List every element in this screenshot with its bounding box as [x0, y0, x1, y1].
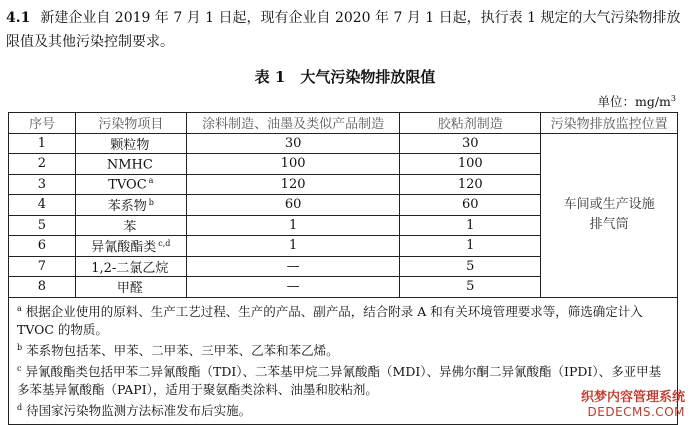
note-mark: b — [17, 342, 23, 352]
pollutant-name — [75, 236, 186, 257]
watermark-line1: 织梦内容管理系统 — [580, 390, 685, 405]
footnote-mark: c,d — [158, 238, 171, 248]
footnote-mark: a — [148, 176, 154, 186]
paint-limit: 30 — [186, 133, 400, 154]
glue-limit: 5 — [400, 256, 541, 277]
glue-limit: 30 — [400, 133, 541, 154]
paint-limit: 1 — [186, 236, 400, 257]
pollutant-label: 1,2-二氯乙烷 — [91, 260, 169, 276]
header-cell: 序号 — [9, 113, 76, 134]
note-text: 苯系物包括苯、甲苯、二甲苯、三甲苯、乙苯和苯乙烯。 — [26, 342, 339, 358]
unit-text: 单位：mg/m — [597, 94, 671, 109]
note-text: 异氰酸酯类包括甲苯二异氰酸酯（TDI）、二苯基甲烷二异氰酸酯（MDI）、异佛尔酮二异氰酸酯（IPDI）、多亚甲基多苯基异氰酸酯（PAPI），适用于聚氨酯类涂料、油墨和胶粘剂。 — [17, 363, 662, 397]
header-cell: 污染物排放监控位置 — [541, 113, 678, 134]
glue-limit: 1 — [400, 215, 541, 236]
emission-limits-table — [8, 112, 678, 425]
watermark-line2: DEDECMS.COM — [587, 405, 685, 419]
note-text: 待国家污染物监测方法标准发布后实施。 — [26, 403, 252, 419]
glue-limit: 120 — [400, 174, 541, 195]
section-number: 4.1 — [6, 10, 31, 26]
row-number: 8 — [9, 277, 76, 298]
monitor-location-cell — [541, 133, 678, 297]
table-header-row — [9, 113, 678, 134]
row-number: 3 — [9, 174, 76, 195]
pollutant-label: 苯 — [123, 219, 137, 235]
pollutant-label: 甲醛 — [116, 281, 143, 297]
footnote-mark: b — [148, 197, 154, 207]
pollutant-label: 异氰酸酯类 — [91, 240, 157, 256]
paint-limit: 120 — [186, 174, 400, 195]
glue-limit: 60 — [400, 195, 541, 216]
pollutant-name — [75, 195, 186, 216]
paint-limit: 60 — [186, 195, 400, 216]
pollutant-name — [75, 174, 186, 195]
glue-limit: 100 — [400, 154, 541, 175]
row-number: 2 — [9, 154, 76, 175]
monitor-location-line2: 排气筒 — [589, 217, 629, 232]
glue-limit: 1 — [400, 236, 541, 257]
watermark — [567, 386, 685, 419]
note-item — [17, 300, 669, 339]
note-text: 根据企业使用的原料、生产工艺过程、生产的产品、副产品，结合附录 A 和有关环境管理要求等，筛选确定计入 TVOC 的物质。 — [17, 303, 643, 337]
pollutant-label: 苯系物 — [107, 199, 147, 215]
monitor-location-line1: 车间或生产设施 — [563, 197, 655, 212]
table-row — [9, 133, 678, 154]
pollutant-name — [75, 154, 186, 175]
row-number: 7 — [9, 256, 76, 277]
row-number: 5 — [9, 215, 76, 236]
paint-limit: 1 — [186, 215, 400, 236]
header-cell: 涂料制造、油墨及类似产品制造 — [186, 113, 400, 134]
pollutant-label: 颗粒物 — [110, 137, 150, 153]
note-mark: c — [17, 363, 22, 373]
table-title: 表 1 大气污染物排放限值 — [254, 68, 436, 86]
note-item — [17, 339, 669, 360]
row-number: 4 — [9, 195, 76, 216]
paint-limit: 100 — [186, 154, 400, 175]
paint-limit: — — [186, 277, 400, 298]
note-mark: a — [17, 303, 22, 313]
header-cell: 胶粘剂制造 — [400, 113, 541, 134]
pollutant-label: TVOC — [108, 177, 147, 193]
pollutant-name — [75, 277, 186, 298]
intro-paragraph — [6, 6, 682, 54]
glue-limit: 5 — [400, 277, 541, 298]
row-number: 1 — [9, 133, 76, 154]
pollutant-name — [75, 215, 186, 236]
unit-exponent: 3 — [670, 93, 676, 103]
pollutant-name — [75, 133, 186, 154]
intro-text: 新建企业自 2019 年 7 月 1 日起，现有企业自 2020 年 7 月 1 日起，执行表 1 规定的大气污染物排放限值及其他污染控制要求。 — [6, 10, 681, 50]
pollutant-name — [75, 256, 186, 277]
unit-label — [597, 92, 676, 110]
note-mark: d — [17, 402, 23, 412]
header-cell: 污染物项目 — [75, 113, 186, 134]
paint-limit: — — [186, 256, 400, 277]
row-number: 6 — [9, 236, 76, 257]
pollutant-label: NMHC — [106, 156, 153, 172]
